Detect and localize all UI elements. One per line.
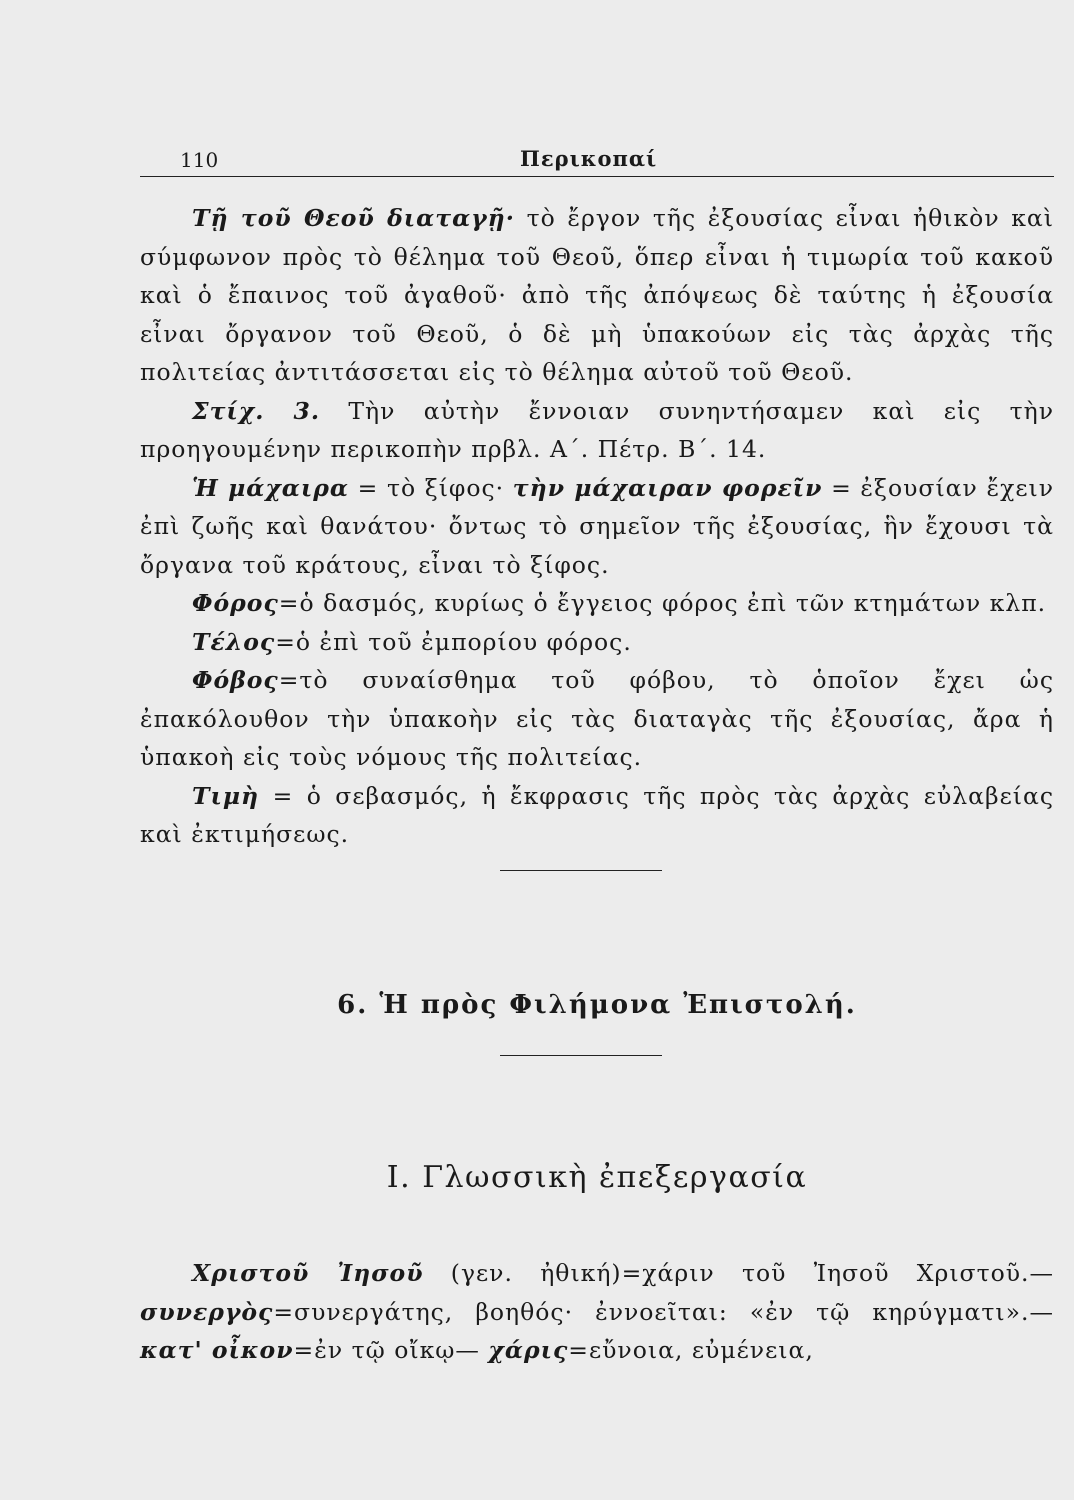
- paragraph-glossary: [140, 1254, 1054, 1370]
- running-header: [140, 144, 1054, 177]
- section-heading: 6. Ἡ πρὸς Φιλήμονα Ἐπιστολή.: [337, 990, 857, 1020]
- lemma: συνεργὸς: [140, 1297, 274, 1326]
- paragraph-text: (γεν. ἠθική)=χάριν τοῦ Ἰησοῦ Χριστοῦ.—: [423, 1259, 1054, 1287]
- paragraph-text: =τὸ συναίσθημα τοῦ φόβου, τὸ ὁποῖον ἔχει ὡς ἐπακόλουθον τὴν ὑπακοὴν εἰς τὰς διαταγὰς τῆς ἐξουσίας, ἄρα ἡ ὑπακοὴ εἰς τοὺς νόμους τῆς πολιτείας.: [140, 666, 1054, 771]
- paragraph-time: [140, 777, 1054, 854]
- paragraph-text: =εὔνοια, εὐμένεια,: [568, 1336, 814, 1364]
- paragraph-text: =συνεργάτης, βοηθός· ἐννοεῖται: «ἐν τῷ κηρύγματι».—: [273, 1297, 1054, 1326]
- paragraph-text: = ὁ σεβασμός, ἡ ἔκφρασις τῆς πρὸς τὰς ἀρχὰς εὐλαβείας καὶ ἐκτιμήσεως.: [140, 781, 1054, 848]
- page-number: 110: [180, 148, 219, 172]
- lemma: Τῇ τοῦ Θεοῦ διαταγῇ·: [192, 204, 515, 232]
- paragraph-text: =ὁ ἐπὶ τοῦ ἐμπορίου φόρος.: [275, 627, 632, 656]
- paragraph-text: = τὸ ξίφος·: [348, 473, 513, 502]
- lemma: κατ' οἶκον: [140, 1336, 294, 1364]
- lemma: Χριστοῦ Ἰησοῦ: [192, 1259, 424, 1287]
- lemma: Στίχ. 3.: [192, 396, 321, 425]
- paragraph-text: = ἐξουσίαν ἔχειν ἐπὶ ζωῆς καὶ θανάτου· ὄντως τὸ σημεῖον τῆς ἐξουσίας, ἣν ἔχουσι τὰ ὄργανα τοῦ κράτους, εἶναι τὸ ξίφος.: [140, 473, 1054, 579]
- running-title: Περικοπαί: [520, 146, 658, 171]
- paragraph-stich-3: [140, 392, 1054, 469]
- lemma: Τιμὴ: [192, 781, 260, 810]
- lemma: χάρις: [488, 1336, 569, 1364]
- paragraph-text: τὸ ἔργον τῆς ἐξουσίας εἶναι ἠθικὸν καὶ σύμφωνον πρὸς τὸ θέλημα τοῦ Θεοῦ, ὅπερ εἶναι ἡ τιμωρία τοῦ κακοῦ καὶ ὁ ἔπαινος τοῦ ἀγαθοῦ· ἀπὸ τῆς ἀπόψεως δὲ ταύτης ἡ ἐξουσία εἶναι ὄργανον τοῦ Θεοῦ, ὁ δὲ μὴ ὑπακούων εἰς τὰς ἀρχὰς τῆς πολιτείας ἀντιτάσσεται εἰς τὸ θέλημα αὐτοῦ τοῦ Θεοῦ.: [140, 204, 1055, 386]
- paragraph-text: =ὁ δασμός, κυρίως ὁ ἔγγειος φόρος ἐπὶ τῶν κτημάτων κλπ.: [278, 589, 1047, 617]
- subheading: Ι. Γλωσσικὴ ἐπεξεργασία: [386, 1160, 808, 1195]
- section-divider-bottom: [500, 1055, 662, 1056]
- lemma: Τέλος: [192, 627, 276, 656]
- lemma: Φόβος: [192, 666, 279, 694]
- commentary-block: [140, 199, 1054, 854]
- paragraph-foros: [140, 584, 1054, 623]
- paragraph-fovos: [140, 661, 1054, 777]
- commentary-block-bottom: [140, 1254, 1054, 1370]
- paragraph-text: Τὴν αὐτὴν ἔννοιαν συνηντήσαμεν καὶ εἰς τὴν προηγουμένην περικοπὴν πρβλ. Α΄. Πέτρ. Β΄. 14.: [140, 396, 1054, 463]
- paragraph-text: =ἐν τῷ οἴκῳ—: [293, 1336, 489, 1364]
- paragraph-machaira: [140, 469, 1054, 585]
- paragraph-telos: [140, 623, 1054, 662]
- lemma: Φόρος: [192, 589, 279, 617]
- paragraph-diatage: [140, 199, 1054, 392]
- lemma: τὴν μάχαιραν φορεῖν: [512, 473, 823, 502]
- section-divider-top: [500, 870, 662, 871]
- lemma: Ἡ μάχαιρα: [192, 473, 349, 502]
